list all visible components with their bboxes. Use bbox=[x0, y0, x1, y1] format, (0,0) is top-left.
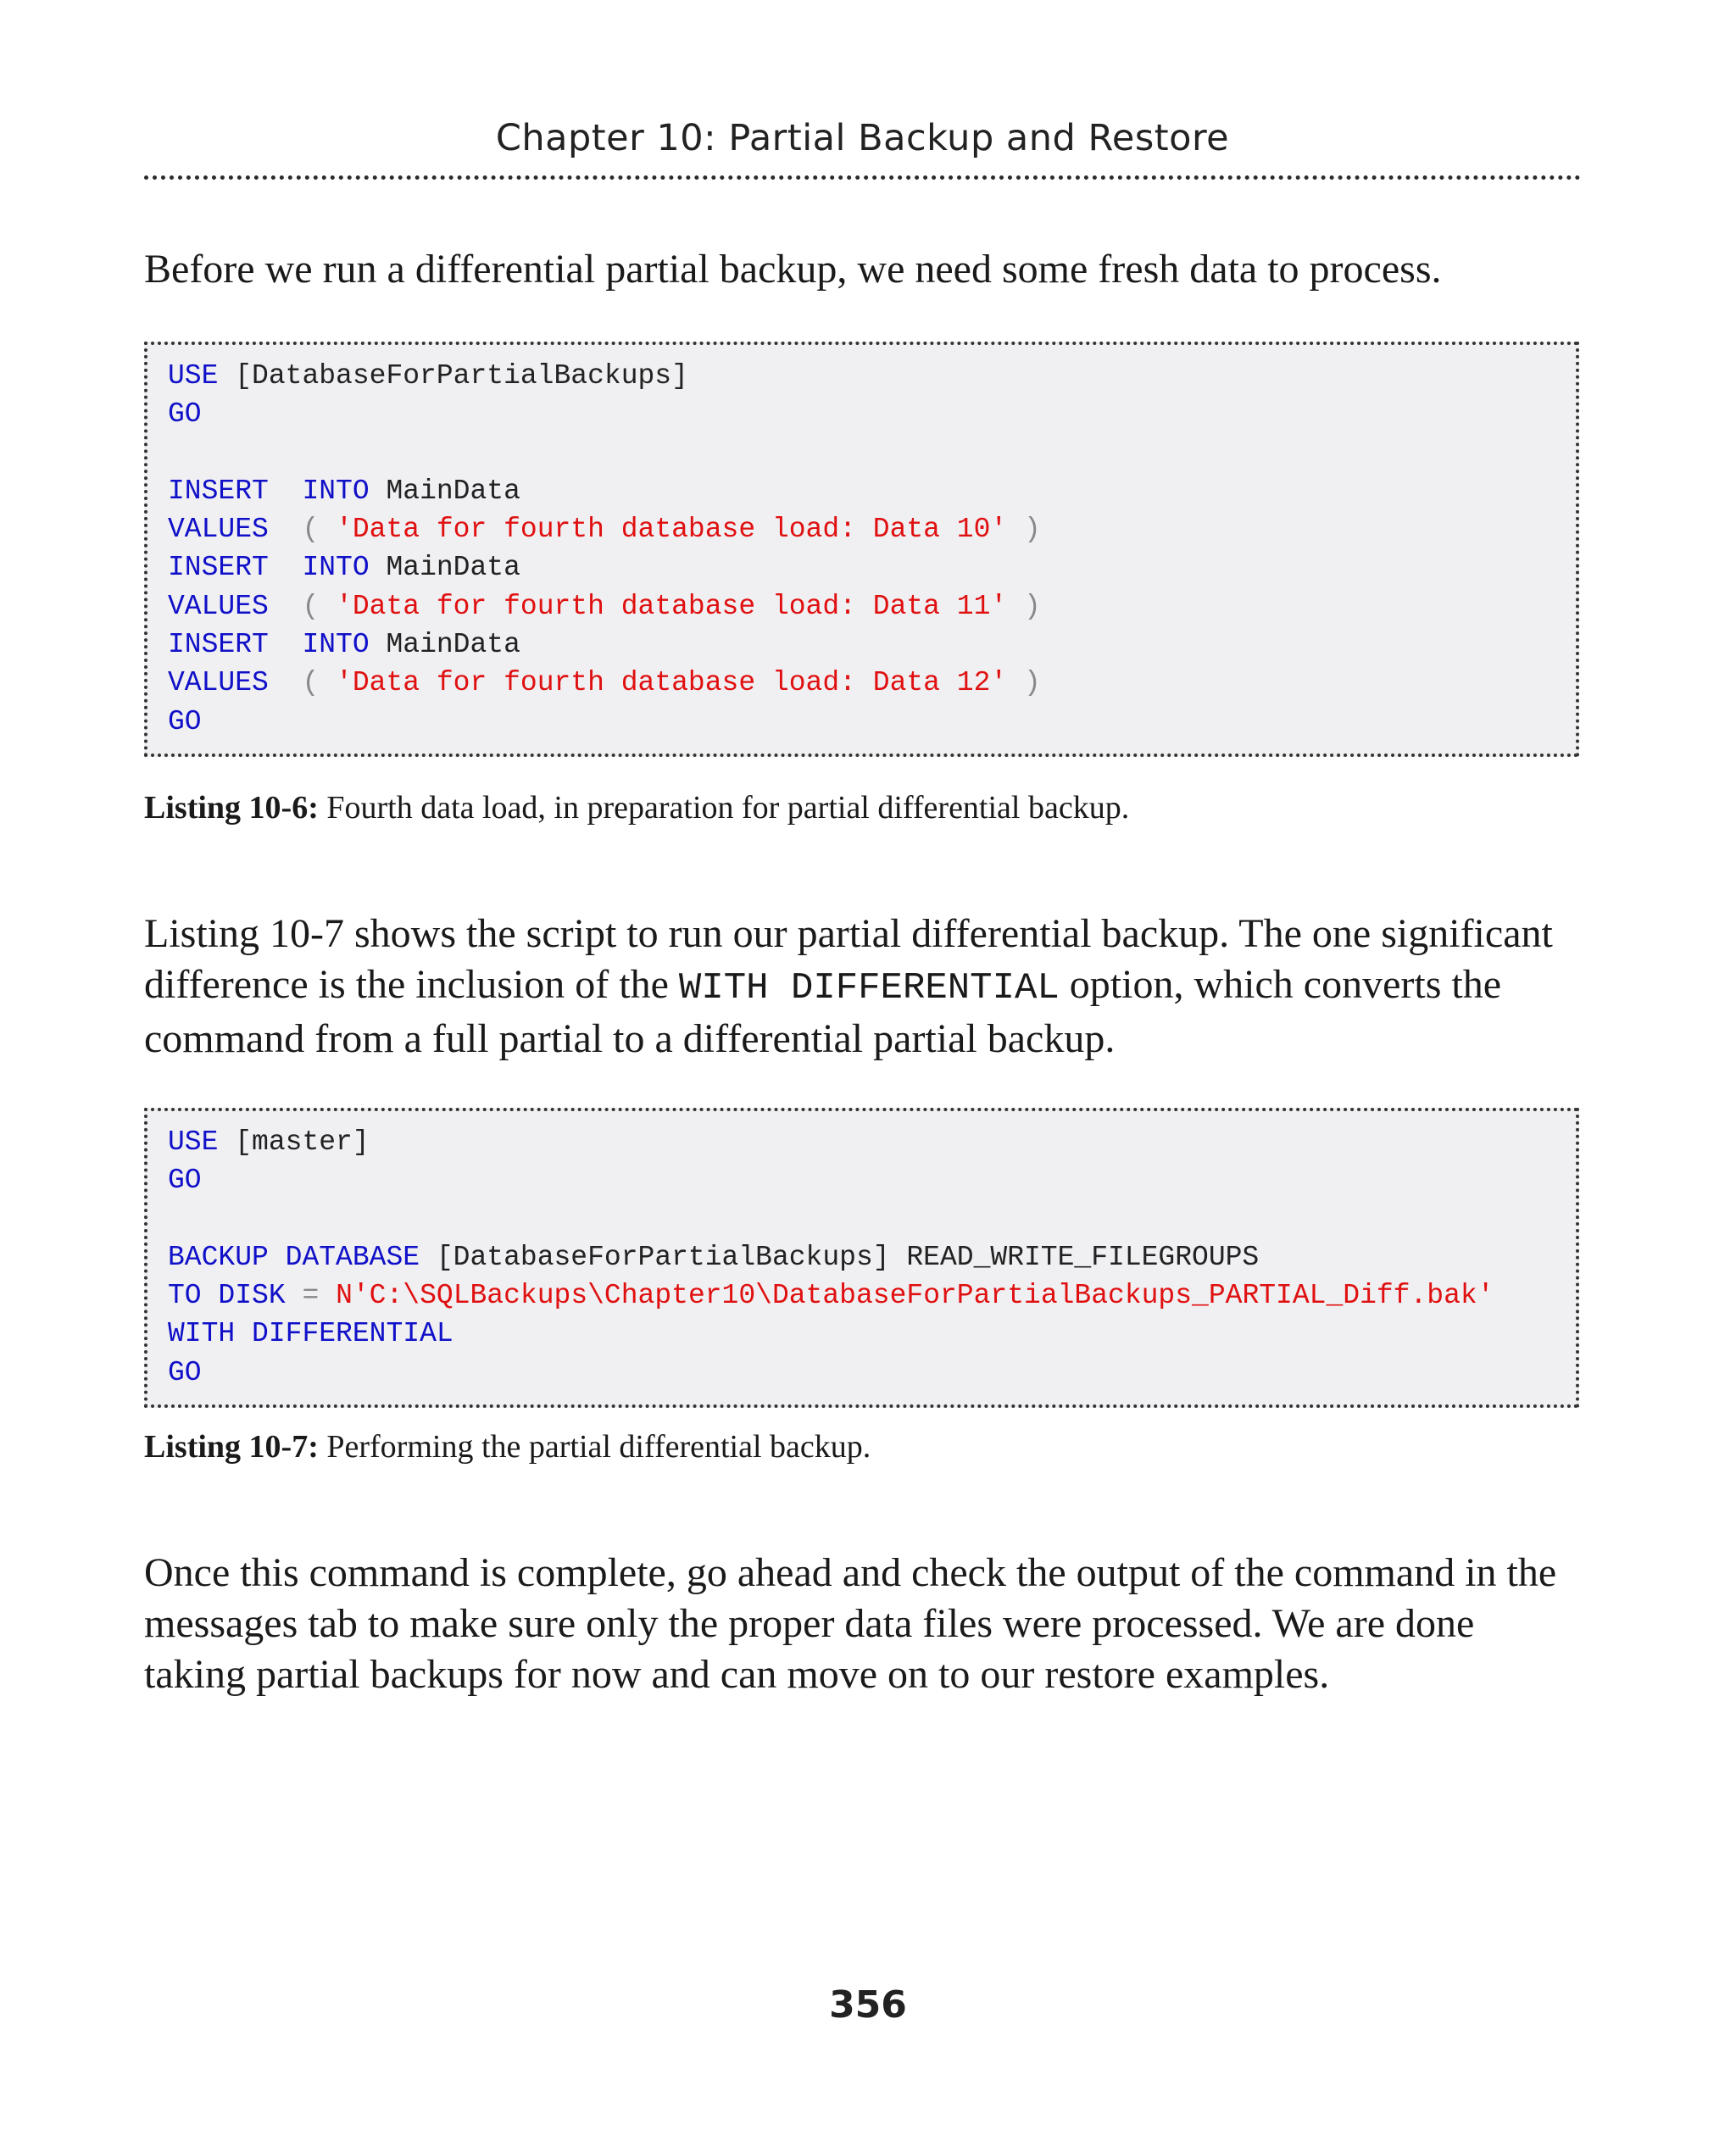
code-line bbox=[168, 667, 1041, 698]
code-keyword: GO bbox=[168, 705, 202, 737]
code-listing-10-7 bbox=[144, 1108, 1579, 1408]
code-text bbox=[1007, 591, 1024, 622]
inline-code-with-differential: WITH DIFFERENTIAL bbox=[678, 967, 1060, 1009]
code-keyword: INSERT bbox=[168, 629, 269, 661]
code-line bbox=[168, 629, 520, 660]
code-text bbox=[319, 1280, 336, 1311]
code-text bbox=[202, 1280, 219, 1311]
code-line bbox=[168, 1280, 1494, 1311]
code-keyword: GO bbox=[168, 1165, 202, 1197]
caption-text: Fourth data load, in preparation for partial differential backup. bbox=[318, 790, 1130, 826]
code-text bbox=[269, 552, 303, 583]
code-operator: ( bbox=[302, 590, 320, 622]
caption-label: Listing 10-6: bbox=[144, 790, 319, 826]
code-operator: ( bbox=[302, 667, 320, 699]
code-line bbox=[168, 475, 520, 507]
code-keyword: GO bbox=[168, 1356, 202, 1388]
code-text bbox=[269, 629, 303, 660]
code-keyword: INTO bbox=[302, 552, 370, 584]
code-text bbox=[319, 514, 336, 545]
code-string: 'Data for fourth database load: Data 10' bbox=[336, 514, 1008, 546]
code-line bbox=[168, 360, 688, 392]
code-text: MainData bbox=[369, 629, 520, 661]
code-keyword: VALUES bbox=[168, 514, 269, 546]
caption-text: Performing the partial differential backup. bbox=[318, 1429, 871, 1465]
code-text bbox=[269, 591, 303, 622]
code-operator: ) bbox=[1024, 590, 1041, 622]
code-listing-10-7-text bbox=[147, 1111, 1576, 1392]
code-line bbox=[168, 1126, 370, 1158]
code-text: [master] bbox=[218, 1126, 370, 1158]
code-text bbox=[286, 1280, 303, 1311]
code-keyword: DISK bbox=[218, 1280, 286, 1312]
code-line bbox=[168, 591, 1041, 622]
code-line bbox=[168, 514, 1041, 545]
code-text bbox=[235, 1318, 252, 1349]
code-text bbox=[319, 591, 336, 622]
code-text bbox=[1007, 667, 1024, 698]
code-line bbox=[168, 552, 520, 583]
code-keyword: DIFFERENTIAL bbox=[252, 1318, 453, 1350]
code-keyword: BACKUP bbox=[168, 1241, 269, 1273]
code-keyword: TO bbox=[168, 1280, 202, 1312]
code-line bbox=[168, 398, 202, 430]
code-keyword: INTO bbox=[302, 475, 370, 507]
code-keyword: WITH bbox=[168, 1318, 236, 1350]
code-text bbox=[319, 667, 336, 698]
final-paragraph: Once this command is complete, go ahead and check the output of the command in the messages tab to make sure only the proper data files were processed. We are done taking partial backups for now and can move on to our restore examples. bbox=[144, 1550, 1557, 1697]
code-listing-10-6-text bbox=[147, 345, 1576, 741]
code-line bbox=[168, 1242, 1259, 1273]
middle-paragraph-text-before: Listing 10-7 shows the script to run our partial differential backup. The one significant difference is the inclusion of the bbox=[144, 911, 1553, 1007]
code-keyword: INSERT bbox=[168, 475, 269, 507]
intro-paragraph: Before we run a differential partial backup, we need some fresh data to process. bbox=[144, 247, 1442, 292]
caption-listing-10-6 bbox=[144, 788, 1585, 827]
code-line bbox=[168, 1357, 202, 1388]
code-line bbox=[168, 706, 202, 737]
code-operator: ) bbox=[1024, 667, 1041, 699]
code-keyword: INSERT bbox=[168, 552, 269, 584]
code-keyword: USE bbox=[168, 360, 219, 392]
code-string: N'C:\SQLBackups\Chapter10\DatabaseForPartialBackups_PARTIAL_Diff.bak' bbox=[336, 1280, 1494, 1312]
code-keyword: USE bbox=[168, 1126, 219, 1158]
code-listing-10-6 bbox=[144, 342, 1579, 757]
code-text: [DatabaseForPartialBackups] bbox=[218, 360, 688, 392]
code-keyword: INTO bbox=[302, 629, 370, 661]
code-text: MainData bbox=[369, 552, 520, 584]
code-text: [DatabaseForPartialBackups] READ_WRITE_FILEGROUPS bbox=[420, 1241, 1260, 1273]
code-text bbox=[1007, 514, 1024, 545]
code-keyword: VALUES bbox=[168, 667, 269, 699]
code-keyword: VALUES bbox=[168, 590, 269, 622]
code-operator: ( bbox=[302, 514, 320, 546]
code-text bbox=[269, 1242, 286, 1273]
page-number: 356 bbox=[829, 1983, 907, 2027]
caption-label: Listing 10-7: bbox=[144, 1429, 319, 1465]
code-line bbox=[168, 1318, 453, 1349]
code-keyword: DATABASE bbox=[285, 1241, 420, 1273]
code-line bbox=[168, 1165, 202, 1196]
code-text bbox=[269, 514, 303, 545]
code-operator: = bbox=[302, 1280, 320, 1312]
code-text bbox=[269, 475, 303, 507]
code-string: 'Data for fourth database load: Data 12' bbox=[336, 667, 1008, 699]
code-keyword: GO bbox=[168, 398, 202, 431]
middle-paragraph bbox=[144, 909, 1585, 1065]
code-string: 'Data for fourth database load: Data 11' bbox=[336, 590, 1008, 622]
code-text bbox=[269, 667, 303, 698]
code-text: MainData bbox=[369, 475, 520, 507]
caption-listing-10-7 bbox=[144, 1427, 1585, 1466]
header-divider bbox=[144, 175, 1581, 180]
middle-paragraph-text-after: option, which converts the command from a full partial to a differential partial backup. bbox=[144, 962, 1502, 1061]
running-header: Chapter 10: Partial Backup and Restore bbox=[495, 117, 1230, 159]
code-operator: ) bbox=[1024, 514, 1041, 546]
